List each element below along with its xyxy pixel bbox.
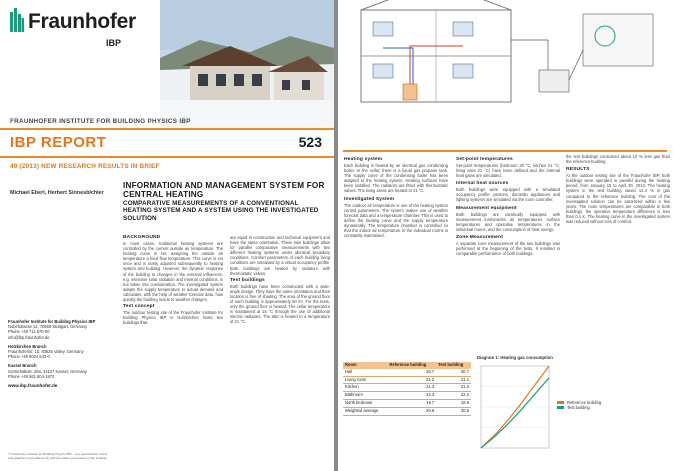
text-column-2 [230, 235, 330, 327]
section-heading: Investigated System [344, 196, 395, 202]
section-heading: Heating system [344, 157, 383, 162]
divider [0, 156, 334, 158]
cover-photo [160, 0, 334, 128]
section-text: Both buildings are identically equipped with measurement instruments: air temperatures, surface temperatures and operative temperatures in the individual rooms, and the consumption of heat energy. [456, 211, 560, 232]
table-cell: 21.1 [436, 376, 471, 384]
authors: Michael Eberl, Herbert Sinnesbichler [10, 190, 104, 196]
table-row [343, 369, 471, 376]
table-header-row [343, 362, 471, 369]
text-column-3 [344, 154, 448, 240]
table-cell: 20.5 [436, 407, 471, 415]
table-cell: 20.6 [387, 407, 436, 415]
contact-heading: Fraunhofer Institute for Building Physics IBP [8, 319, 96, 324]
section-heading: RESULTS [566, 167, 590, 173]
logo-sub: IBP [106, 38, 122, 48]
section-text: the test buildings consumed about 10 % less gas than the reference building. [566, 154, 670, 165]
section-text: The outdoor air temperature is one of the heating system control parameters. The system makes use of weather forecast data and a temperature chamber. This is used to define the heating curve and the supply temperature dynamically. The temperature chamber is controlled so that the indoor air temperature in the individual rooms is constantly maintained. [344, 202, 448, 239]
table-header: Test building [436, 362, 471, 369]
institute-name: FRAUNHOFER INSTITUTE FOR BUILDING PHYSICS IBP [10, 118, 191, 125]
legend-swatch [557, 406, 564, 409]
contact-phone: Phone +49 711 970-00 [8, 329, 50, 335]
contact-address: Fraunhoferstr. 10, 83626 Valley, Germany [8, 349, 84, 355]
chart-plot [473, 352, 553, 456]
section-text: Both buildings have been constructed with a wide-angle design. They have the same orientation and their location is free of shading. The area of the ground floor of each building is approximately 50 m². For the tests, only the ground floor is heated. The cellar temperature is maintained at 16 °C through the use of additional electric radiators. The attic is heated to a temperature of 21 °C. [230, 283, 330, 325]
legend-item [557, 405, 657, 410]
fraunhofer-logo-icon [10, 8, 24, 32]
table-cell: Kitchen [343, 384, 387, 392]
table-row [343, 376, 471, 384]
website-link[interactable]: www.ibp.fraunhofer.de [8, 383, 58, 389]
section-heading: Test buildings [230, 277, 265, 283]
table-row [343, 392, 471, 400]
table-cell: 21.2 [387, 376, 436, 384]
table-cell: 20.7 [436, 369, 471, 376]
section-text: At the outdoor testing site of the Fraunhofer IBP, both buildings were operated in parallel during the heating period, from January 15 to April 30, 2013. The heating system in the test building saved 14.4 % in gas compared to the reference building. The cost of the investigated solution can be amortized within a few years. The room temperatures are comparable in both buildings; the operative temperature difference is less than 0.1 K. The heating curve in the investigated system was reduced without loss of comfort. [566, 173, 670, 225]
text-column-4 [456, 154, 560, 258]
table-header: Room [343, 362, 387, 369]
section-text: A separate zone measurement of the two buildings was performed at the beginning of the tests. It resulted in comparable performance of both buildings. [456, 240, 560, 257]
legal-notice: © Fraunhofer Institute for Building Physics IBP – any reproduction of text and graphics is permitted only with the written permission of the institute. [8, 452, 108, 460]
section-heading: Measurement equipment [456, 205, 517, 211]
table-cell: North bedroom [343, 399, 387, 407]
table-cell: Weighted average [343, 407, 387, 415]
contact-email[interactable]: info@ibp.fraunhofer.de [8, 334, 50, 340]
consumption-chart [473, 352, 553, 456]
chart-title: Diagram 1: Heating gas consumption [477, 355, 553, 360]
table-row [343, 384, 471, 392]
section-text: are equal in construction and technical equipment and have the same orientation. These twin buildings allow for parallel comparative measurements with two different heating systems under identical boundary conditions. Comfort parameters of each building living conditions are simulated by a virtual occupancy profile. Both buildings are heated by radiators with thermostatic valves. [230, 235, 330, 276]
table-row [343, 399, 471, 407]
table-cell: 19.6 [436, 399, 471, 407]
table-cell: 22.2 [436, 392, 471, 400]
section-text: The outdoor testing site of the Fraunhofer Institute for Building Physics IBP in Holzkirchen hosts two buildings that [123, 310, 223, 326]
table-cell: Living room [343, 376, 387, 384]
system-diagram [343, 0, 667, 152]
table-cell: 20.7 [387, 369, 436, 376]
chart-legend [557, 400, 657, 410]
table-cell: Hall [343, 369, 387, 376]
section-heading: Test concept [123, 304, 155, 310]
table-cell: 21.3 [387, 384, 436, 392]
legend-swatch [557, 401, 564, 404]
table-cell: 21.2 [436, 384, 471, 392]
section-heading: BACKGROUND [123, 235, 161, 240]
logo-wordmark: Fraunhofer [28, 10, 136, 33]
fraunhofer-logo [10, 8, 160, 56]
report-number: 523 [298, 134, 322, 150]
section-text: Each building is heated by an identical gas condensing boiler. In the cellar, there is a liquid gas propane tank. The supply curve of the condensing boiler has been adapted to the heating system. Heating surfaces have been installed. The radiators are fitted with thermostatic valves. The living areas are heated to 21 °C. [344, 163, 448, 194]
section-heading: Internal heat sources [456, 181, 509, 187]
table-cell: Bathroom [343, 392, 387, 400]
divider [0, 128, 334, 130]
section-text: Set-point temperatures (bedroom 20 °C, kitchen 21 °C, living area 21 °C) have been defined and the internal heat gains are simulated. [456, 163, 560, 179]
legend-label: Reference building [567, 400, 602, 405]
contact-phone: Phone +49 561 804-1870 [8, 373, 55, 379]
section-heading: Set-point temperatures [456, 157, 513, 162]
branch-name: Holzkirchen Branch [8, 343, 47, 349]
text-column-1 [123, 235, 223, 327]
issue-line: 40 (2013) NEW RESEARCH RESULTS IN BRIEF [10, 163, 160, 170]
contact-phone: Phone +49 8024 643-0 [8, 354, 50, 360]
text-column-5 [566, 154, 670, 226]
legend-label: Test building [567, 405, 590, 410]
headline: INFORMATION AND MANAGEMENT SYSTEM FOR CENTRAL HEATING [123, 181, 325, 200]
series-line-2 [481, 378, 549, 448]
table-row [343, 407, 471, 415]
report-title: IBP REPORT [10, 134, 107, 151]
temperature-table [343, 362, 471, 416]
section-text: In most cases, traditional heating systems are controlled by the current outside air temperature. The heating curve is set, assigning the outside air temperature a feed flow temperature. This curve is set once and is rarely adjusted subsequently to heating system and building. However, the dynamic response of the building to changes in the external influences, e.g. intensive solar radiation and internal conditions, is not taken into consideration. The investigated system adapts the supply temperature to actual demand and calculates, with the help of weather forecast data, how quickly the building reacts to weather changes. [123, 241, 223, 303]
report-page-left [0, 0, 334, 471]
table-cell: 19.7 [387, 399, 436, 407]
table-cell: 22.3 [387, 392, 436, 400]
contact-address: Gottschalkstr. 28a, 34127 Kassel, Germany [8, 368, 87, 374]
section-heading: Zone Measurement [456, 234, 503, 240]
section-text: Both buildings were equipped with a simulated occupancy profile: persons, domestic appliances and lighting systems are simulated via the room controller. [456, 187, 560, 203]
contact-address: Nobelstrasse 12, 70569 Stuttgart, Germany [8, 324, 87, 330]
contact-info [8, 319, 112, 388]
table-header: Reference building [387, 362, 436, 369]
subheadline: COMPARATIVE MEASUREMENTS OF A CONVENTIONAL HEATING SYSTEM AND A SYSTEM USING THE INVESTIGATED SOLUTION [123, 200, 319, 222]
branch-name: Kassel Branch [8, 363, 37, 369]
